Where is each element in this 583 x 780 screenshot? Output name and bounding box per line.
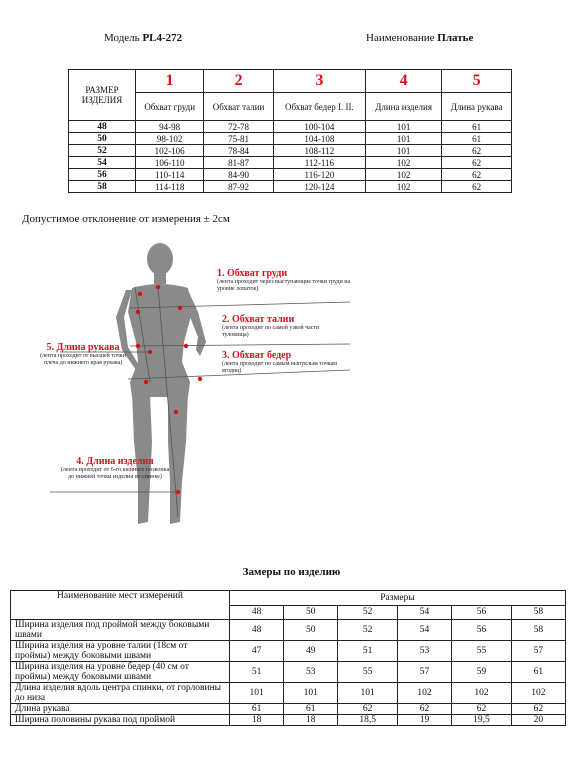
table-cell: 101: [338, 683, 398, 704]
table-cell: 120-124: [273, 181, 365, 193]
annotation-waist: [222, 314, 342, 339]
table-cell: 101: [365, 145, 441, 157]
size-col-number: 2: [204, 70, 273, 93]
model-label: Модель: [104, 32, 140, 44]
annotation-bust: [217, 268, 367, 293]
size-col-header: Длина изделия: [365, 93, 441, 121]
meas-size-header: 56: [452, 605, 512, 620]
table-cell: 53: [284, 662, 338, 683]
table-cell: 62: [442, 157, 512, 169]
table-row: [11, 662, 566, 683]
table-cell: 61: [284, 704, 338, 715]
table-cell: 101: [365, 121, 441, 133]
table-cell: 101: [230, 683, 284, 704]
name-value: Платье: [437, 32, 474, 44]
table-cell: 56: [452, 620, 512, 641]
table-cell: 87-92: [204, 181, 273, 193]
table-cell: 18: [284, 715, 338, 726]
table-cell: 98-102: [136, 133, 204, 145]
bust-note: (лента проходит через выступающие точки груди на уровне лопаток): [217, 279, 351, 292]
table-cell: 48: [230, 620, 284, 641]
size-corner: РАЗМЕР ИЗДЕЛИЯ: [69, 70, 136, 121]
table-row: [69, 169, 512, 181]
length-title: 4. Длина изделия: [76, 456, 154, 467]
size-col-header: Длина рукава: [442, 93, 512, 121]
table-cell: 62: [442, 169, 512, 181]
sleeve-note: (лента проходит от высшей точки плеча до нижнего края рукава): [40, 353, 126, 366]
table-row: [69, 121, 512, 133]
annotation-hips: [222, 350, 357, 375]
table-row: [11, 704, 566, 715]
size-col-header: Обхват талии: [204, 93, 273, 121]
table-cell: 61: [442, 133, 512, 145]
table-row: [11, 715, 566, 726]
table-cell: 116-120: [273, 169, 365, 181]
table-cell: 55: [338, 662, 398, 683]
table-cell: 54: [397, 620, 451, 641]
table-cell: 20: [511, 715, 565, 726]
name-label: Наименование: [366, 32, 435, 44]
table-cell: 52: [338, 620, 398, 641]
table-cell: 18: [230, 715, 284, 726]
hips-title: 3. Обхват бедер: [222, 350, 292, 361]
table-cell: 61: [442, 121, 512, 133]
size-cell: 50: [69, 133, 136, 145]
length-note: (лента проходит от 6-го шейного позвонка до нижней точки изделия по спинке): [60, 467, 170, 480]
waist-note: (лента проходит по самой узкой части туловища): [222, 325, 320, 338]
waist-title: 2. Обхват талии: [222, 314, 295, 325]
meas-row-name: Ширина изделия на уровне талии (18см от проймы) между боковыми швами: [11, 641, 230, 662]
table-cell: 102: [365, 157, 441, 169]
meas-row-name: Ширина половины рукава под проймой: [11, 715, 230, 726]
size-cell: 58: [69, 181, 136, 193]
table-cell: 104-108: [273, 133, 365, 145]
table-cell: 84-90: [204, 169, 273, 181]
table-cell: 75-81: [204, 133, 273, 145]
size-col-header: Обхват бедер I. II.: [273, 93, 365, 121]
meas-size-header: 58: [511, 605, 565, 620]
table-cell: 55: [452, 641, 512, 662]
size-cell: 52: [69, 145, 136, 157]
table-cell: 51: [230, 662, 284, 683]
table-cell: 114-118: [136, 181, 204, 193]
size-cell: 48: [69, 121, 136, 133]
meas-row-name: Длина рукава: [11, 704, 230, 715]
table-cell: 62: [397, 704, 451, 715]
table-row: [11, 620, 566, 641]
meas-size-header: 50: [284, 605, 338, 620]
table-row: [11, 641, 566, 662]
meas-col-name: Наименование мест измерений: [11, 591, 230, 620]
table-cell: 58: [511, 620, 565, 641]
size-col-number: 4: [365, 70, 441, 93]
table-cell: 62: [452, 704, 512, 715]
table-cell: 101: [365, 133, 441, 145]
measurements-title: Замеры по изделию: [242, 566, 341, 578]
table-cell: 112-116: [273, 157, 365, 169]
table-cell: 62: [442, 181, 512, 193]
size-col-number: 3: [273, 70, 365, 93]
model-line: [104, 32, 182, 44]
table-cell: 61: [511, 662, 565, 683]
table-row: [69, 181, 512, 193]
meas-col-sizes: Размеры: [230, 591, 566, 606]
table-cell: 72-78: [204, 121, 273, 133]
meas-size-header: 52: [338, 605, 398, 620]
bust-title: 1. Обхват груди: [217, 268, 288, 279]
table-cell: 49: [284, 641, 338, 662]
table-cell: 100-104: [273, 121, 365, 133]
meas-row-name: Ширина изделия на уровне бедер (40 см от проймы) между боковыми швами: [11, 662, 230, 683]
table-cell: 59: [452, 662, 512, 683]
model-value: PL4-272: [142, 32, 183, 44]
annotation-sleeve: [38, 342, 128, 367]
table-cell: 50: [284, 620, 338, 641]
meas-size-header: 54: [397, 605, 451, 620]
table-cell: 94-98: [136, 121, 204, 133]
table-cell: 62: [442, 145, 512, 157]
tolerance-note: Допустимое отклонение от измерения ± 2см: [22, 213, 230, 225]
hips-note: (лента проходит по самым выпуклым точкам ягодиц): [222, 361, 338, 374]
meas-row-name: Длина изделия вдоль центра спинки, от горловины до низа: [11, 683, 230, 704]
size-cell: 54: [69, 157, 136, 169]
size-col-number: 1: [136, 70, 204, 93]
table-cell: 19,5: [452, 715, 512, 726]
table-cell: 110-114: [136, 169, 204, 181]
table-cell: 81-87: [204, 157, 273, 169]
table-cell: 19: [397, 715, 451, 726]
size-cell: 56: [69, 169, 136, 181]
table-cell: 102: [397, 683, 451, 704]
table-row: [69, 145, 512, 157]
table-cell: 102-106: [136, 145, 204, 157]
table-cell: 57: [397, 662, 451, 683]
size-table: [68, 69, 512, 193]
meas-row-name: Ширина изделия под проймой между боковыми швами: [11, 620, 230, 641]
meas-size-header: 48: [230, 605, 284, 620]
size-col-number: 5: [442, 70, 512, 93]
table-cell: 108-112: [273, 145, 365, 157]
table-cell: 102: [365, 181, 441, 193]
table-cell: 102: [365, 169, 441, 181]
measurements-table: [10, 590, 566, 726]
table-cell: 106-110: [136, 157, 204, 169]
sleeve-title: 5. Длина рукава: [46, 342, 120, 353]
annotation-length: [60, 456, 170, 481]
table-cell: 18,5: [338, 715, 398, 726]
table-cell: 61: [230, 704, 284, 715]
table-cell: 101: [284, 683, 338, 704]
table-cell: 57: [511, 641, 565, 662]
table-row: [69, 157, 512, 169]
table-row: [69, 133, 512, 145]
table-row: [11, 683, 566, 704]
table-cell: 102: [452, 683, 512, 704]
name-line: [366, 32, 473, 44]
table-cell: 78-84: [204, 145, 273, 157]
table-cell: 102: [511, 683, 565, 704]
table-cell: 62: [338, 704, 398, 715]
table-cell: 47: [230, 641, 284, 662]
table-cell: 53: [397, 641, 451, 662]
size-col-header: Обхват груди: [136, 93, 204, 121]
table-cell: 51: [338, 641, 398, 662]
table-cell: 62: [511, 704, 565, 715]
